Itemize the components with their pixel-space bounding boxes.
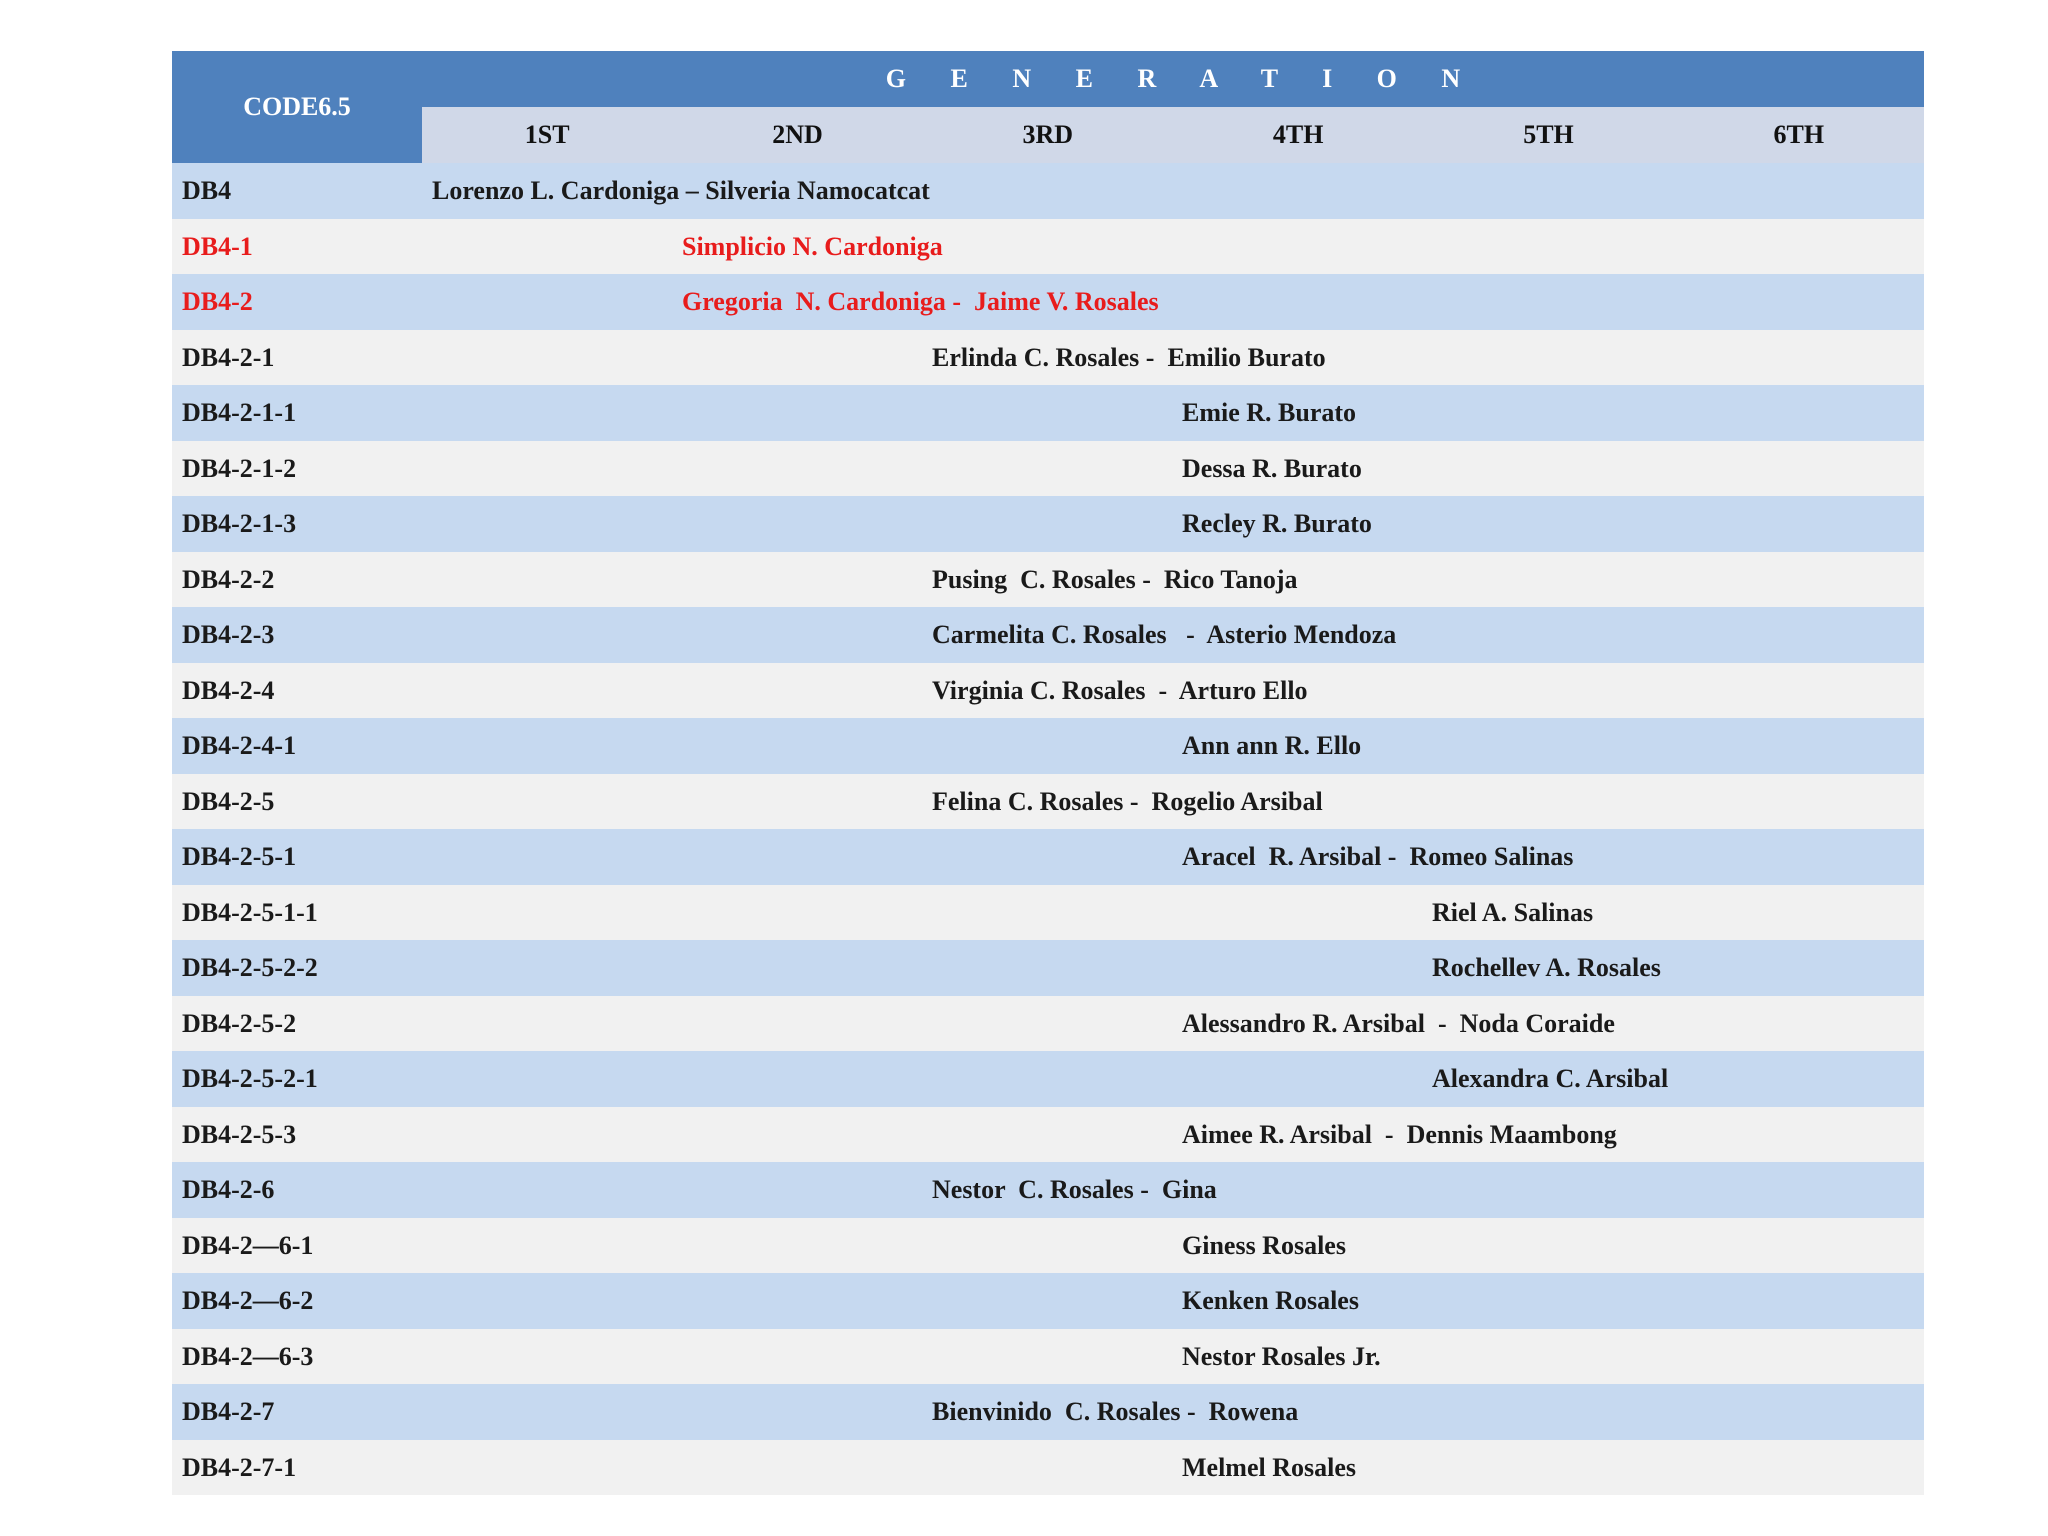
generation-title: G E N E R A T I O N — [422, 51, 1924, 107]
table-row — [172, 1107, 1924, 1163]
row-code: DB4-2-5 — [182, 786, 275, 816]
row-code: DB4-2-1 — [182, 342, 275, 372]
row-name: Riel A. Salinas — [1432, 897, 1594, 927]
row-code: DB4-2-4-1 — [182, 731, 297, 760]
table-body — [172, 163, 1924, 1495]
row-code: DB4-2-1-1 — [182, 398, 297, 427]
table-row — [172, 607, 1924, 663]
code-column-header: CODE6.5 — [172, 51, 422, 163]
table-row — [172, 774, 1924, 830]
generation-header-2nd: 2ND — [772, 120, 823, 149]
row-code: DB4-2-5-2-2 — [182, 953, 318, 982]
table-row — [172, 1329, 1924, 1385]
row-code: DB4-2-3 — [182, 620, 275, 649]
table-row — [172, 829, 1924, 885]
row-code: DB4-2—6-1 — [182, 1230, 314, 1260]
row-code: DB4-2-5-1 — [182, 842, 297, 871]
row-name: Aracel R. Arsibal - Romeo Salinas — [1182, 842, 1574, 871]
table-row — [172, 552, 1924, 608]
row-name: Erlinda C. Rosales - Emilio Burato — [932, 342, 1326, 372]
row-code: DB4-2-5-1-1 — [182, 897, 318, 927]
table-row — [172, 219, 1924, 275]
row-name: Recley R. Burato — [1182, 509, 1372, 538]
row-code: DB4-2-5-3 — [182, 1119, 297, 1149]
table-row — [172, 163, 1924, 219]
table-row — [172, 1162, 1924, 1218]
row-name: Melmel Rosales — [1182, 1452, 1357, 1482]
row-name: Nestor C. Rosales - Gina — [932, 1175, 1217, 1204]
row-code: DB4-2 — [182, 287, 253, 316]
row-name: Pusing C. Rosales - Rico Tanoja — [932, 564, 1298, 594]
row-name: Alexandra C. Arsibal — [1432, 1064, 1669, 1093]
row-name: Emie R. Burato — [1182, 398, 1357, 427]
row-code: DB4-1 — [182, 231, 253, 261]
row-name: Carmelita C. Rosales - Asterio Mendoza — [932, 620, 1397, 649]
row-code: DB4-2-6 — [182, 1175, 275, 1204]
table-row — [172, 996, 1924, 1052]
row-code: DB4-2-1-2 — [182, 453, 297, 483]
table-row — [172, 940, 1924, 996]
row-name: Alessandro R. Arsibal - Noda Coraide — [1182, 1008, 1615, 1038]
row-name: Simplicio N. Cardoniga — [682, 231, 943, 261]
row-code: DB4-2-4 — [182, 675, 275, 705]
row-code: DB4-2-7-1 — [182, 1452, 297, 1482]
row-code: DB4-2-1-3 — [182, 509, 297, 538]
table-row — [172, 1273, 1924, 1329]
row-name: Rochellev A. Rosales — [1432, 953, 1661, 982]
row-code: DB4-2-5-2 — [182, 1008, 297, 1038]
table-row — [172, 663, 1924, 719]
table-row — [172, 1384, 1924, 1440]
row-name: Felina C. Rosales - Rogelio Arsibal — [932, 786, 1323, 816]
row-name: Gregoria N. Cardoniga - Jaime V. Rosales — [682, 287, 1159, 316]
row-name: Lorenzo L. Cardoniga – Silveria Namocatcat — [432, 176, 930, 205]
table-header — [172, 51, 1924, 163]
table-row — [172, 718, 1924, 774]
generation-header-4th: 4TH — [1272, 120, 1324, 149]
genealogy-table — [172, 51, 1924, 1495]
row-name: Dessa R. Burato — [1182, 453, 1362, 483]
row-code: DB4-2-2 — [182, 564, 275, 594]
table-row — [172, 441, 1924, 497]
table-row — [172, 496, 1924, 552]
row-name: Bienvinido C. Rosales - Rowena — [932, 1397, 1299, 1426]
table-row — [172, 1051, 1924, 1107]
row-code: DB4-2—6-3 — [182, 1341, 314, 1371]
generation-columns — [422, 107, 1924, 163]
row-name: Giness Rosales — [1182, 1230, 1346, 1260]
generation-header-6th: 6TH — [1773, 120, 1825, 149]
table-row — [172, 330, 1924, 386]
generation-header-5th: 5TH — [1523, 120, 1574, 149]
row-code: DB4-2-7 — [182, 1397, 275, 1426]
generation-header-1st: 1ST — [524, 120, 570, 149]
row-code: DB4 — [182, 176, 232, 205]
table-row — [172, 885, 1924, 941]
table-row — [172, 1440, 1924, 1496]
generation-header-3rd: 3RD — [1022, 120, 1074, 149]
row-name: Ann ann R. Ello — [1182, 731, 1362, 760]
row-name: Virginia C. Rosales - Arturo Ello — [932, 675, 1308, 705]
table-row — [172, 385, 1924, 441]
table-row — [172, 1218, 1924, 1274]
row-code: DB4-2—6-2 — [182, 1286, 314, 1315]
row-code: DB4-2-5-2-1 — [182, 1064, 318, 1093]
row-name: Aimee R. Arsibal - Dennis Maambong — [1182, 1119, 1617, 1149]
row-name: Kenken Rosales — [1182, 1286, 1359, 1315]
table-row — [172, 274, 1924, 330]
row-name: Nestor Rosales Jr. — [1182, 1341, 1381, 1371]
